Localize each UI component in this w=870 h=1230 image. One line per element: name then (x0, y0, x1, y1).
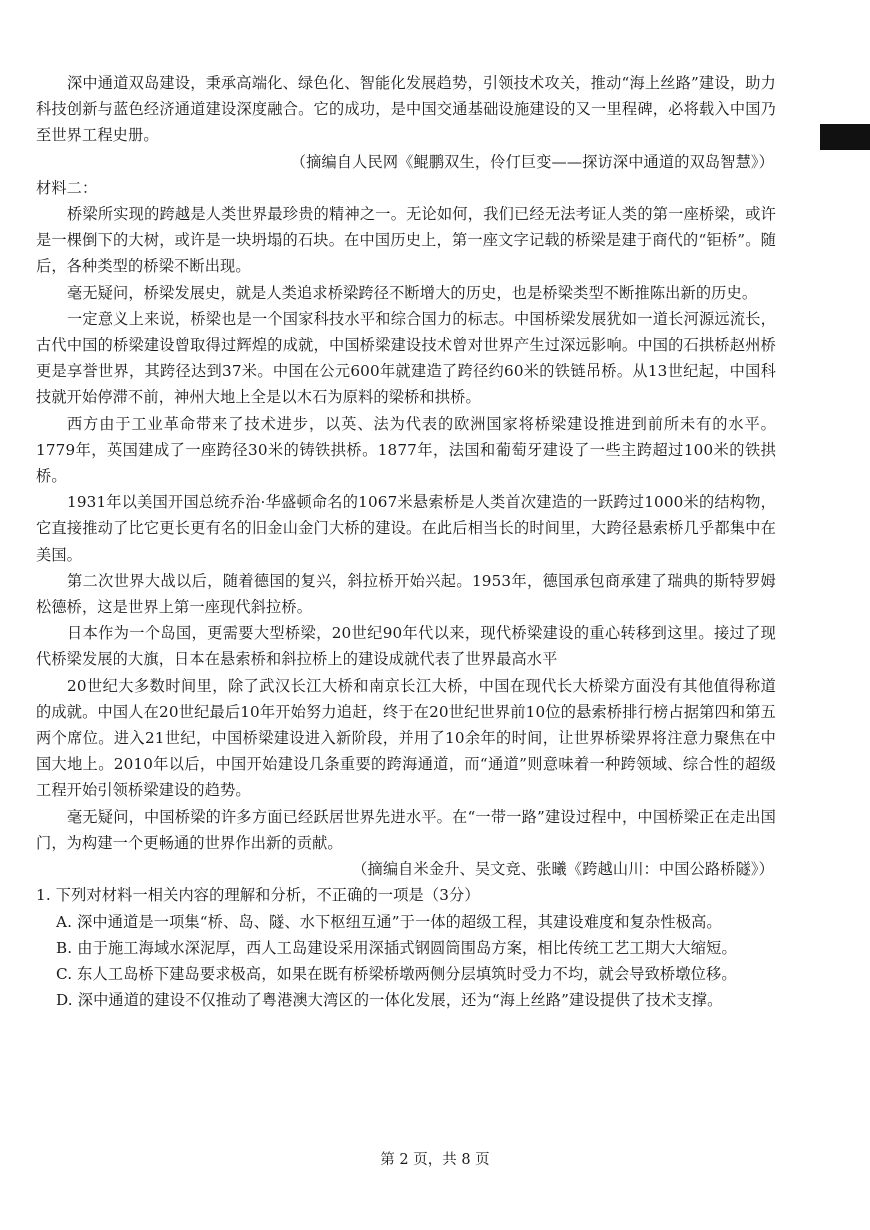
question-1: 1. 下列对材料一相关内容的理解和分析，不正确的一项是（3分） (36, 886, 480, 905)
paragraph: 第二次世界大战以后，随着德国的复兴，斜拉桥开始兴起。1953年，德国承包商承建了瑞典的斯特罗姆松德桥，这是世界上第一座现代斜拉桥。 (36, 571, 776, 617)
paragraph: 毫无疑问，桥梁发展史，就是人类追求桥梁跨径不断增大的历史，也是桥梁类型不断推陈出新的历史。 (67, 283, 758, 302)
page-edge-marker (820, 124, 870, 150)
page-footer: 第 2 页，共 8 页 (380, 1152, 490, 1168)
option-b: B. 由于施工海域水深泥厚，西人工岛建设采用深插式钢圆筒围岛方案，相比传统工艺工期大大缩短。 (56, 938, 737, 957)
paragraph: 西方由于工业革命带来了技术进步，以英、法为代表的欧洲国家将桥梁建设推进到前所未有的水平。1779年，英国建成了一座跨径30米的铸铁拱桥。1877年，法国和葡萄牙建设了一些主跨超过100米的铁拱桥。 (36, 414, 776, 486)
paragraph: 1931年以美国开国总统乔治·华盛顿命名的1067米悬索桥是人类首次建造的一跃跨过1000米的结构物，它直接推动了比它更长更有名的旧金山金门大桥的建设。在此后相当长的时间里，大跨径悬索桥几乎都集中在美国。 (36, 493, 776, 564)
option-c: C. 东人工岛桥下建岛要求极高，如果在既有桥梁桥墩两侧分层填筑时受力不均，就会导致桥墩位移。 (56, 964, 737, 983)
paragraph: 桥梁所实现的跨越是人类世界最珍贵的精神之一。无论如何，我们已经无法考证人类的第一座桥梁，或许是一棵倒下的大树，或许是一块坍塌的石块。在中国历史上，第一座文字记载的桥梁是建于商代的“钜桥”。随后，各种类型的桥梁不断出现。 (36, 205, 776, 276)
paragraph: 毫无疑问，中国桥梁的许多方面已经跃居世界先进水平。在“一带一路”建设过程中，中国桥梁正在走出国门，为构建一个更畅通的世界作出新的贡献。 (36, 807, 776, 852)
source-citation-2: （摘编自米金升、吴文竞、张曦《跨越山川：中国公路桥隧》） (352, 860, 774, 879)
paragraph: 一定意义上来说，桥梁也是一个国家科技水平和综合国力的标志。中国桥梁发展犹如一道长河源远流长，古代中国的桥梁建设曾取得过辉煌的成就，中国桥梁建设技术曾对世界产生过深远影响。中国的石拱桥赵州桥更是享誉世界，其跨径达到37米。中国在公元600年就建造了跨径约60米的铁链吊桥。从13世纪起，中国科技就开始停滞不前，神州大地上全是以木石为原料的梁桥和拱桥。 (36, 309, 776, 407)
paragraph: 20世纪大多数时间里，除了武汉长江大桥和南京长江大桥，中国在现代长大桥梁方面没有其他值得称道的成就。中国人在20世纪最后10年开始努力追赶，终于在20世纪世界前10位的悬索桥排行榜占据第四和第五两个席位。进入21世纪，中国桥梁建设进入新阶段，并用了10余年的时间，让世界桥梁界将注意力聚焦在中国大地上。2010年以后，中国开始建设几条重要的跨海通道，而“通道”则意味着一种跨领域、综合性的超级工程开始引领桥梁建设的趋势。 (36, 676, 776, 800)
text-body (36, 70, 776, 1013)
option-a: A. 深中通道是一项集“桥、岛、隧、水下枢纽互通”于一体的超级工程，其建设难度和复杂性极高。 (56, 912, 722, 931)
option-d: D. 深中通道的建设不仅推动了粤港澳大湾区的一体化发展，还为“海上丝路”建设提供了技术支撑。 (56, 991, 723, 1010)
paragraph: 日本作为一个岛国，更需要大型桥梁，20世纪90年代以来，现代桥梁建设的重心转移到这里。接过了现代桥梁发展的大旗，日本在悬索桥和斜拉桥上的建设成就代表了世界最高水平 (36, 624, 776, 669)
source-citation-1: （摘编自人民网《鲲鹏双生，伶仃巨变——探访深中通道的双岛智慧》） (290, 152, 774, 171)
intro-paragraph: 深中通道双岛建设，秉承高端化、绿色化、智能化发展趋势，引领技术攻关，推动“海上丝路”建设，助力科技创新与蓝色经济通道建设深度融合。它的成功，是中国交通基础设施建设的又一里程碑，必将载入中国乃至世界工程史册。 (36, 74, 776, 145)
material-2-heading: 材料二： (36, 178, 98, 197)
